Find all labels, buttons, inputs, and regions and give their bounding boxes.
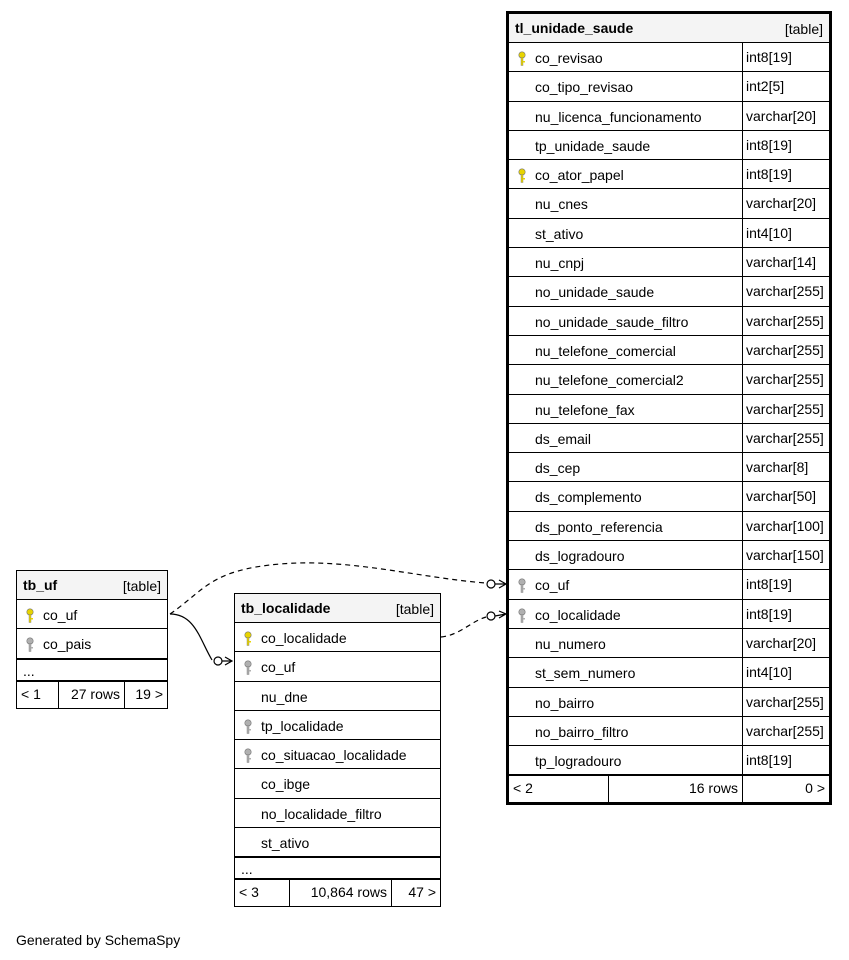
column-list	[509, 43, 829, 775]
column-type: int8[19]	[742, 746, 829, 774]
table-kind: [table]	[784, 21, 823, 37]
column-name: co_localidade	[261, 630, 347, 646]
column-type: varchar[20]	[742, 102, 829, 130]
row-count: 10,864 rows	[290, 880, 392, 906]
column-name: ds_ponto_referencia	[535, 518, 663, 535]
column-name: co_ator_papel	[535, 167, 624, 184]
column-row[interactable]	[235, 769, 440, 798]
column-row[interactable]	[17, 629, 167, 658]
parents-link[interactable]: < 1	[17, 682, 59, 708]
column-row[interactable]	[509, 160, 829, 189]
column-name: nu_numero	[535, 635, 606, 652]
column-row[interactable]	[509, 453, 829, 482]
column-row[interactable]	[509, 43, 829, 72]
column-name: nu_dne	[261, 688, 308, 705]
column-row[interactable]	[509, 102, 829, 131]
column-type: varchar[255]	[742, 277, 829, 305]
table-header	[17, 571, 167, 600]
more-columns: ...	[235, 857, 440, 879]
column-type: int8[19]	[742, 600, 829, 628]
foreign-key-icon	[517, 578, 527, 594]
table-header	[509, 14, 829, 43]
column-name: tp_unidade_saude	[535, 137, 651, 154]
column-name: nu_telefone_comercial	[535, 342, 676, 359]
column-type: varchar[8]	[742, 453, 829, 481]
column-row[interactable]	[509, 277, 829, 306]
column-row[interactable]	[509, 189, 829, 218]
column-type: int2[5]	[742, 72, 829, 100]
children-link[interactable]: 0 >	[805, 780, 825, 797]
column-name: nu_licenca_funcionamento	[535, 108, 702, 125]
generated-by-text: Generated by SchemaSpy	[16, 932, 181, 948]
column-name: st_ativo	[535, 225, 584, 242]
column-row[interactable]	[17, 600, 167, 629]
column-row[interactable]	[509, 541, 829, 570]
column-name: co_uf	[43, 607, 78, 623]
column-row[interactable]	[509, 131, 829, 160]
primary-key-icon	[243, 631, 253, 647]
column-row[interactable]	[235, 652, 440, 681]
column-type: varchar[100]	[742, 512, 829, 540]
column-name: no_unidade_saude	[535, 284, 655, 301]
column-type: varchar[255]	[742, 336, 829, 364]
column-name: tp_logradouro	[535, 753, 622, 770]
table-tb-uf[interactable]	[16, 570, 168, 709]
column-row[interactable]	[509, 248, 829, 277]
column-row[interactable]	[235, 799, 440, 828]
column-list	[235, 623, 440, 857]
column-row[interactable]	[509, 658, 829, 687]
column-name: nu_telefone_fax	[535, 401, 635, 418]
column-name: st_sem_numero	[535, 665, 636, 682]
column-row[interactable]	[509, 629, 829, 658]
column-row[interactable]	[509, 746, 829, 775]
column-name: nu_cnpj	[535, 255, 585, 272]
column-name: ds_email	[535, 430, 592, 447]
column-name: no_bairro	[535, 694, 595, 711]
column-row[interactable]	[235, 623, 440, 652]
foreign-key-icon	[243, 748, 253, 764]
column-name: no_unidade_saude_filtro	[535, 313, 689, 330]
table-footer	[509, 775, 829, 802]
foreign-key-icon	[243, 719, 253, 735]
foreign-key-icon	[25, 637, 35, 653]
table-footer	[235, 879, 440, 906]
column-type: varchar[150]	[742, 541, 829, 569]
column-list	[17, 600, 167, 659]
column-row[interactable]	[509, 688, 829, 717]
column-name: ds_cep	[535, 460, 581, 477]
column-type: varchar[255]	[742, 717, 829, 745]
column-name: nu_cnes	[535, 196, 588, 213]
row-count: 27 rows	[59, 682, 125, 708]
table-tb-localidade[interactable]	[234, 593, 441, 907]
primary-key-icon	[517, 168, 527, 184]
column-row[interactable]	[509, 570, 829, 599]
column-type: int4[10]	[742, 219, 829, 247]
column-type: varchar[255]	[742, 688, 829, 716]
column-row[interactable]	[235, 711, 440, 740]
column-name: tp_localidade	[261, 717, 344, 734]
column-row[interactable]	[509, 365, 829, 394]
foreign-key-icon	[517, 608, 527, 624]
foreign-key-icon	[243, 660, 253, 676]
row-count: 16 rows	[609, 776, 743, 802]
column-name: co_revisao	[535, 50, 603, 66]
column-row[interactable]	[509, 395, 829, 424]
column-name: co_pais	[43, 636, 92, 653]
column-row[interactable]	[509, 424, 829, 453]
column-row[interactable]	[509, 219, 829, 248]
column-type: int8[19]	[742, 570, 829, 598]
parents-link[interactable]: < 2	[509, 776, 609, 802]
children-link[interactable]: 19 >	[135, 685, 163, 702]
parents-link[interactable]: < 3	[235, 880, 290, 906]
column-name: co_ibge	[261, 776, 311, 793]
children-link[interactable]: 47 >	[408, 884, 436, 901]
column-type: varchar[20]	[742, 629, 829, 657]
column-type: varchar[50]	[742, 482, 829, 510]
column-row[interactable]	[509, 600, 829, 629]
column-row[interactable]	[509, 307, 829, 336]
column-type: varchar[20]	[742, 189, 829, 217]
column-name: co_tipo_revisao	[535, 79, 634, 96]
column-name: co_uf	[535, 577, 570, 594]
column-row[interactable]	[509, 72, 829, 101]
column-type: varchar[255]	[742, 365, 829, 393]
table-name: tb_localidade	[241, 600, 331, 616]
table-name: tl_unidade_saude	[515, 20, 634, 36]
column-type: varchar[255]	[742, 307, 829, 335]
column-name: nu_telefone_comercial2	[535, 372, 684, 389]
table-kind: [table]	[122, 578, 161, 594]
column-name: ds_complemento	[535, 489, 642, 506]
column-row[interactable]	[235, 740, 440, 769]
column-row[interactable]	[509, 717, 829, 746]
column-row[interactable]	[235, 682, 440, 711]
column-row[interactable]	[235, 828, 440, 857]
column-name: no_localidade_filtro	[261, 805, 382, 822]
primary-key-icon	[517, 51, 527, 67]
column-type: varchar[255]	[742, 395, 829, 423]
table-header	[235, 594, 440, 623]
column-row[interactable]	[509, 482, 829, 511]
table-tl-unidade-saude[interactable]	[506, 11, 832, 805]
column-type: varchar[255]	[742, 424, 829, 452]
more-columns: ...	[17, 659, 167, 681]
column-row[interactable]	[509, 512, 829, 541]
column-type: int4[10]	[742, 658, 829, 686]
column-type: varchar[14]	[742, 248, 829, 276]
column-type: int8[19]	[742, 131, 829, 159]
column-name: co_uf	[261, 659, 296, 676]
column-type: int8[19]	[742, 160, 829, 188]
table-name: tb_uf	[23, 577, 58, 593]
column-name: co_situacao_localidade	[261, 747, 407, 764]
column-name: ds_logradouro	[535, 548, 625, 565]
column-row[interactable]	[509, 336, 829, 365]
column-name: co_localidade	[535, 606, 621, 623]
column-name: no_bairro_filtro	[535, 723, 629, 740]
column-type: int8[19]	[742, 43, 829, 71]
table-footer	[17, 681, 167, 708]
column-name: st_ativo	[261, 835, 310, 852]
table-kind: [table]	[395, 601, 434, 617]
primary-key-icon	[25, 608, 35, 624]
